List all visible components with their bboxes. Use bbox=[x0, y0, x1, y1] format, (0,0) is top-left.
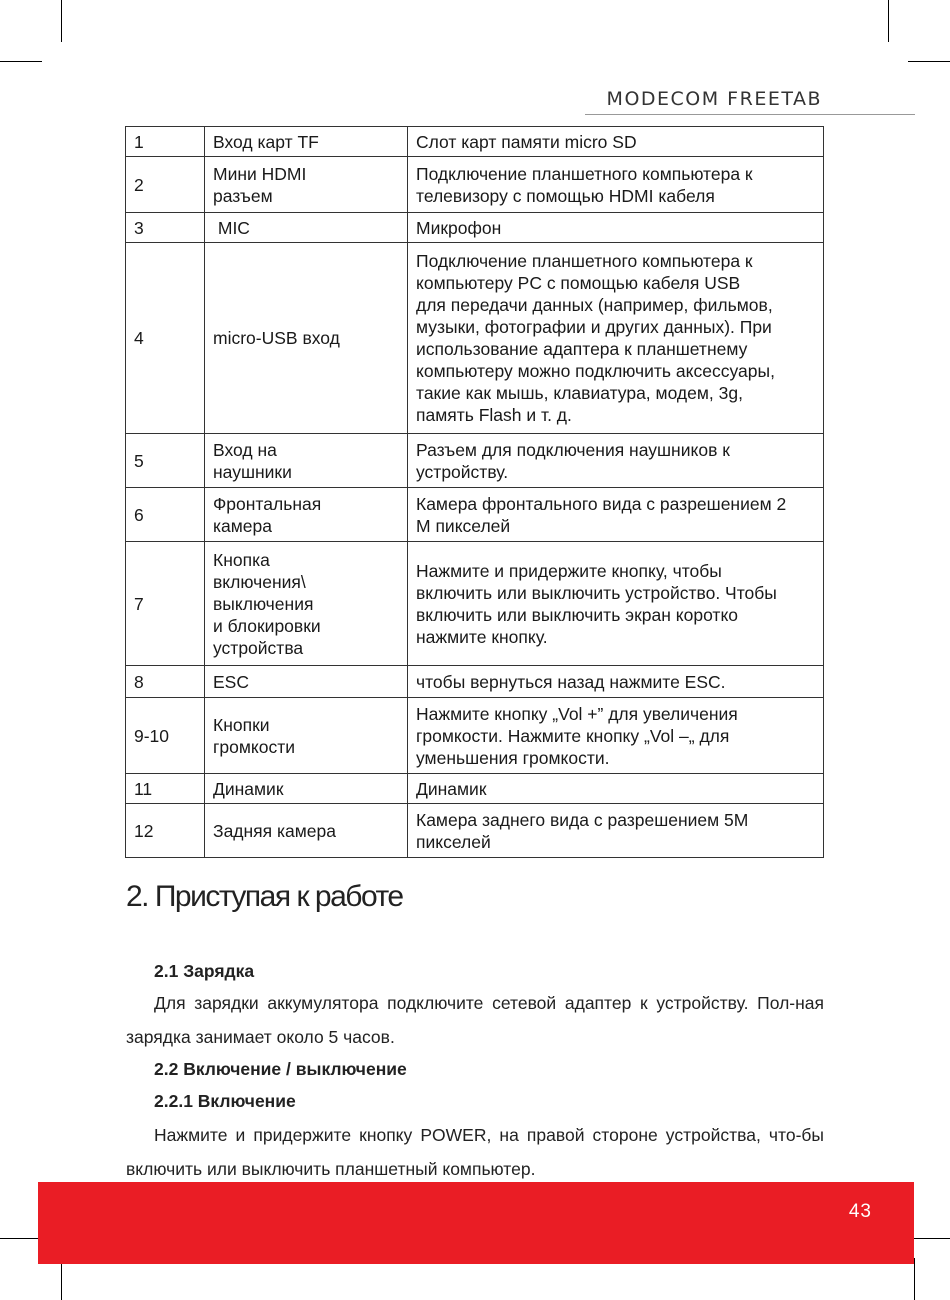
row-name: micro-USB вход bbox=[205, 243, 408, 434]
row-description: Разъем для подключения наушников к устройству. bbox=[408, 434, 824, 488]
row-number: 3 bbox=[126, 213, 205, 243]
row-description: Камера фронтального вида с разрешением 2 М пикселей bbox=[408, 488, 824, 542]
row-description: чтобы вернуться назад нажмите ESC. bbox=[408, 666, 824, 698]
table-row bbox=[126, 157, 824, 213]
paragraph: Для зарядки аккумулятора подключите сетевой адаптер к устройству. Пол-ная зарядка занимает около 5 часов. bbox=[126, 993, 824, 1047]
row-name: Вход карт TF bbox=[205, 127, 408, 157]
row-description: Подключение планшетного компьютера к телевизору с помощью HDMI кабеля bbox=[408, 157, 824, 213]
row-number: 1 bbox=[126, 127, 205, 157]
crop-mark bbox=[0, 1238, 42, 1239]
table-row bbox=[126, 774, 824, 804]
crop-mark bbox=[908, 1238, 950, 1239]
row-description: Динамик bbox=[408, 774, 824, 804]
row-name: Задняя камера bbox=[205, 804, 408, 858]
crop-mark bbox=[914, 1258, 915, 1300]
subsection-heading: 2.2.1 Включение bbox=[154, 1091, 296, 1111]
spec-table bbox=[125, 126, 824, 858]
row-description: Микрофон bbox=[408, 213, 824, 243]
row-name: Фронтальная камера bbox=[205, 488, 408, 542]
row-number: 6 bbox=[126, 488, 205, 542]
row-name: Кнопка включения\ выключения и блокировки устройства bbox=[205, 542, 408, 666]
section-title: 2. Приступая к работе bbox=[126, 880, 403, 913]
row-number: 12 bbox=[126, 804, 205, 858]
section-body bbox=[126, 958, 824, 1186]
header-rule bbox=[585, 114, 915, 115]
row-number: 8 bbox=[126, 666, 205, 698]
row-description: Слот карт памяти micro SD bbox=[408, 127, 824, 157]
table-row bbox=[126, 488, 824, 542]
row-name: Кнопки громкости bbox=[205, 698, 408, 774]
row-number: 4 bbox=[126, 243, 205, 434]
paragraph: Нажмите и придержите кнопку POWER, на правой стороне устройства, что-бы включить или выключить планшетный компьютер. bbox=[126, 1125, 824, 1179]
row-number: 2 bbox=[126, 157, 205, 213]
table-row bbox=[126, 698, 824, 774]
table-row bbox=[126, 666, 824, 698]
row-number: 11 bbox=[126, 774, 205, 804]
row-name: Вход на наушники bbox=[205, 434, 408, 488]
crop-mark bbox=[908, 61, 950, 62]
row-description: Нажмите и придержите кнопку, чтобы включить или выключить устройство. Чтобы включить или выключить экран коротко нажмите кнопку. bbox=[408, 542, 824, 666]
subsection-heading: 2.2 Включение / выключение bbox=[154, 1059, 407, 1079]
table-row bbox=[126, 127, 824, 157]
row-number: 5 bbox=[126, 434, 205, 488]
row-description: Камера заднего вида с разрешением 5M пикселей bbox=[408, 804, 824, 858]
table-row bbox=[126, 542, 824, 666]
table-row bbox=[126, 434, 824, 488]
table-row bbox=[126, 213, 824, 243]
running-header: MODECOM FREETAB bbox=[606, 88, 822, 110]
crop-mark bbox=[61, 0, 62, 42]
row-name: Динамик bbox=[205, 774, 408, 804]
row-description: Подключение планшетного компьютера к компьютеру PC с помощью кабеля USB для передачи данных (например, фильмов, музыки, фотографии и других данных). При использование адаптера к планшетнему компьютеру можно подключить аксессуары, такие как мышь, клавиатура, модем, 3g, память Flash и т. д. bbox=[408, 243, 824, 434]
row-name: ESC bbox=[205, 666, 408, 698]
crop-mark bbox=[888, 0, 889, 42]
row-name: MIC bbox=[205, 213, 408, 243]
footer-bar bbox=[38, 1182, 914, 1264]
row-number: 9-10 bbox=[126, 698, 205, 774]
crop-mark bbox=[0, 61, 42, 62]
row-name: Мини HDMI разъем bbox=[205, 157, 408, 213]
crop-mark bbox=[61, 1258, 62, 1300]
subsection-heading: 2.1 Зарядка bbox=[154, 961, 255, 981]
table-row bbox=[126, 804, 824, 858]
row-number: 7 bbox=[126, 542, 205, 666]
row-description: Нажмите кнопку „Vol +” для увеличения громкости. Нажмите кнопку „Vol –„ для уменьшения громкости. bbox=[408, 698, 824, 774]
table-row bbox=[126, 243, 824, 434]
page-number: 43 bbox=[848, 1201, 872, 1222]
